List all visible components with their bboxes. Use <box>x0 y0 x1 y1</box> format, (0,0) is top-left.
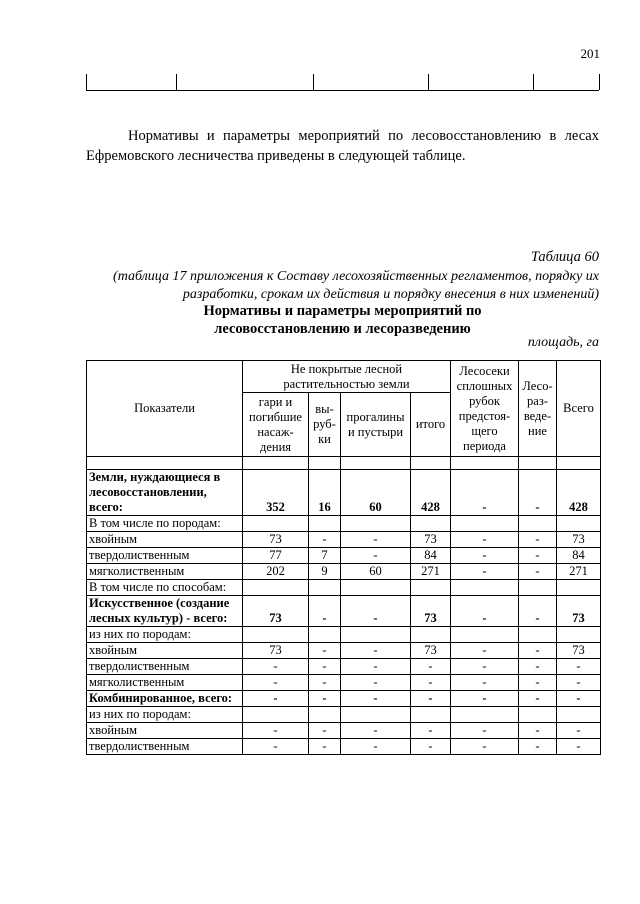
cell-value: - <box>341 659 411 675</box>
cell-value <box>519 516 557 532</box>
cell-value <box>309 580 341 596</box>
table-row <box>87 470 601 516</box>
row-label: из них по породам: <box>87 627 243 643</box>
cell-value <box>519 580 557 596</box>
cell-value: - <box>451 643 519 659</box>
intro-paragraph: Нормативы и параметры мероприятий по лесовосстановлению в лесах Ефремовского лесничества приведены в следующей таблице. <box>86 128 599 164</box>
cell-value: - <box>519 723 557 739</box>
cell-value: 84 <box>411 548 451 564</box>
cell-value: - <box>243 675 309 691</box>
cell-value <box>519 627 557 643</box>
table-number: Таблица 60 <box>530 249 599 265</box>
cell-value: 73 <box>557 643 601 659</box>
cell-value: 7 <box>309 548 341 564</box>
table-source-note: (таблица 17 приложения к Составу лесохозяйственных регламентов, порядку их разработки, срокам их действия и порядку внесения в них изменений) <box>113 269 599 302</box>
table-row <box>87 532 601 548</box>
cell-value: 271 <box>411 564 451 580</box>
cell-value: 428 <box>557 470 601 516</box>
page-number: 201 <box>580 46 600 61</box>
cell-value: - <box>519 532 557 548</box>
cell-value <box>309 516 341 532</box>
table-row <box>87 707 601 723</box>
header-glades: прогалины и пустыри <box>341 393 411 457</box>
cell-value: 73 <box>243 643 309 659</box>
header-total: итого <box>411 393 451 457</box>
cell-value: - <box>451 564 519 580</box>
table-row <box>87 691 601 707</box>
cell-value: - <box>451 659 519 675</box>
cell-value: - <box>411 675 451 691</box>
cell-value: - <box>519 548 557 564</box>
cell-value: - <box>309 739 341 755</box>
cell-value: - <box>309 532 341 548</box>
row-label: твердолиственным <box>87 739 243 755</box>
cell-value: 73 <box>411 596 451 627</box>
cell-value: 73 <box>411 532 451 548</box>
header-indicators: Показатели <box>87 361 243 457</box>
table-row <box>87 659 601 675</box>
cell-value <box>411 516 451 532</box>
cell-value: - <box>243 723 309 739</box>
cell-value: - <box>341 723 411 739</box>
cell-value: - <box>557 659 601 675</box>
table-row <box>87 627 601 643</box>
cell-value: - <box>451 596 519 627</box>
table-row <box>87 596 601 627</box>
table-row <box>87 643 601 659</box>
row-label: твердолиственным <box>87 659 243 675</box>
table-row <box>87 548 601 564</box>
cell-value <box>451 580 519 596</box>
row-label: хвойным <box>87 643 243 659</box>
cell-value: - <box>519 470 557 516</box>
header-not-covered: Не покрытые лесной растительностью земли <box>243 361 451 393</box>
cell-value: - <box>243 691 309 707</box>
cell-value: 9 <box>309 564 341 580</box>
cell-value: 77 <box>243 548 309 564</box>
cell-value: - <box>519 643 557 659</box>
cell-value: 73 <box>411 643 451 659</box>
cell-value: - <box>341 643 411 659</box>
cell-value: - <box>451 691 519 707</box>
cell-value <box>309 707 341 723</box>
row-label: хвойным <box>87 723 243 739</box>
table-row <box>87 723 601 739</box>
header-clearcut: Лесосеки сплошных рубок предстоя-щего периода <box>451 361 519 457</box>
cell-value: - <box>519 739 557 755</box>
cell-value: - <box>341 548 411 564</box>
cell-value: - <box>411 691 451 707</box>
cell-value <box>341 707 411 723</box>
cell-value <box>411 707 451 723</box>
header-afforestation: Лесо-раз-веде-ние <box>519 361 557 457</box>
cell-value: - <box>309 723 341 739</box>
row-label: В том числе по способам: <box>87 580 243 596</box>
cell-value <box>557 707 601 723</box>
cell-value: - <box>411 659 451 675</box>
cell-value: 16 <box>309 470 341 516</box>
cell-value: - <box>309 691 341 707</box>
table-row <box>87 564 601 580</box>
cell-value: - <box>309 643 341 659</box>
table-title <box>86 302 599 338</box>
cell-value <box>451 627 519 643</box>
row-label: Искусственное (создание лесных культур) - всего: <box>87 596 243 627</box>
cell-value: - <box>451 675 519 691</box>
cell-value: - <box>451 548 519 564</box>
cell-value <box>341 580 411 596</box>
table-title-line2: лесовосстановлению и лесоразведению <box>214 321 471 337</box>
cell-value: 60 <box>341 564 411 580</box>
cell-value <box>451 707 519 723</box>
cell-value: - <box>309 675 341 691</box>
cell-value: - <box>341 739 411 755</box>
header-cutovers: вы-руб-ки <box>309 393 341 457</box>
cell-value: - <box>341 532 411 548</box>
cell-value <box>519 707 557 723</box>
table-unit: площадь, га <box>527 335 599 350</box>
cell-value <box>341 627 411 643</box>
cell-value: - <box>519 675 557 691</box>
cell-value: - <box>243 739 309 755</box>
row-label: твердолиственным <box>87 548 243 564</box>
cell-value: - <box>309 659 341 675</box>
row-label: мягколиственным <box>87 675 243 691</box>
cell-value: - <box>519 659 557 675</box>
cell-value <box>243 516 309 532</box>
row-label: из них по породам: <box>87 707 243 723</box>
cell-value: 84 <box>557 548 601 564</box>
cell-value <box>451 516 519 532</box>
row-label: Земли, нуждающиеся в лесовосстановлении, всего: <box>87 470 243 516</box>
cell-value: - <box>557 675 601 691</box>
header-all: Всего <box>557 361 601 457</box>
cell-value: 352 <box>243 470 309 516</box>
cell-value: 271 <box>557 564 601 580</box>
reforestation-table <box>86 360 601 755</box>
row-label: В том числе по породам: <box>87 516 243 532</box>
previous-table-stub <box>86 74 599 91</box>
spacer-row <box>87 457 601 470</box>
cell-value: - <box>341 675 411 691</box>
cell-value: 202 <box>243 564 309 580</box>
row-label: мягколиственным <box>87 564 243 580</box>
cell-value: - <box>309 596 341 627</box>
cell-value: - <box>341 691 411 707</box>
cell-value <box>243 580 309 596</box>
cell-value <box>557 580 601 596</box>
cell-value <box>309 627 341 643</box>
table-title-line1: Нормативы и параметры мероприятий по <box>203 303 482 319</box>
cell-value: 73 <box>557 596 601 627</box>
cell-value: - <box>451 739 519 755</box>
cell-value: - <box>451 532 519 548</box>
row-label: хвойным <box>87 532 243 548</box>
cell-value: 60 <box>341 470 411 516</box>
cell-value: - <box>557 691 601 707</box>
cell-value <box>557 627 601 643</box>
cell-value: - <box>341 596 411 627</box>
cell-value: 428 <box>411 470 451 516</box>
cell-value: - <box>519 564 557 580</box>
table-row <box>87 516 601 532</box>
cell-value: - <box>411 739 451 755</box>
table-row <box>87 739 601 755</box>
cell-value: - <box>519 691 557 707</box>
cell-value <box>557 516 601 532</box>
table-row <box>87 580 601 596</box>
cell-value: 73 <box>243 532 309 548</box>
cell-value: 73 <box>243 596 309 627</box>
cell-value <box>243 627 309 643</box>
cell-value: - <box>451 723 519 739</box>
cell-value <box>411 580 451 596</box>
cell-value <box>341 516 411 532</box>
cell-value: - <box>557 723 601 739</box>
cell-value: - <box>411 723 451 739</box>
table-body <box>87 470 601 755</box>
cell-value: - <box>519 596 557 627</box>
cell-value: 73 <box>557 532 601 548</box>
cell-value: - <box>557 739 601 755</box>
cell-value: - <box>243 659 309 675</box>
table-row <box>87 675 601 691</box>
cell-value <box>411 627 451 643</box>
cell-value: - <box>451 470 519 516</box>
row-label: Комбинированное, всего: <box>87 691 243 707</box>
header-burnt: гари и погибшие насаж-дения <box>243 393 309 457</box>
cell-value <box>243 707 309 723</box>
